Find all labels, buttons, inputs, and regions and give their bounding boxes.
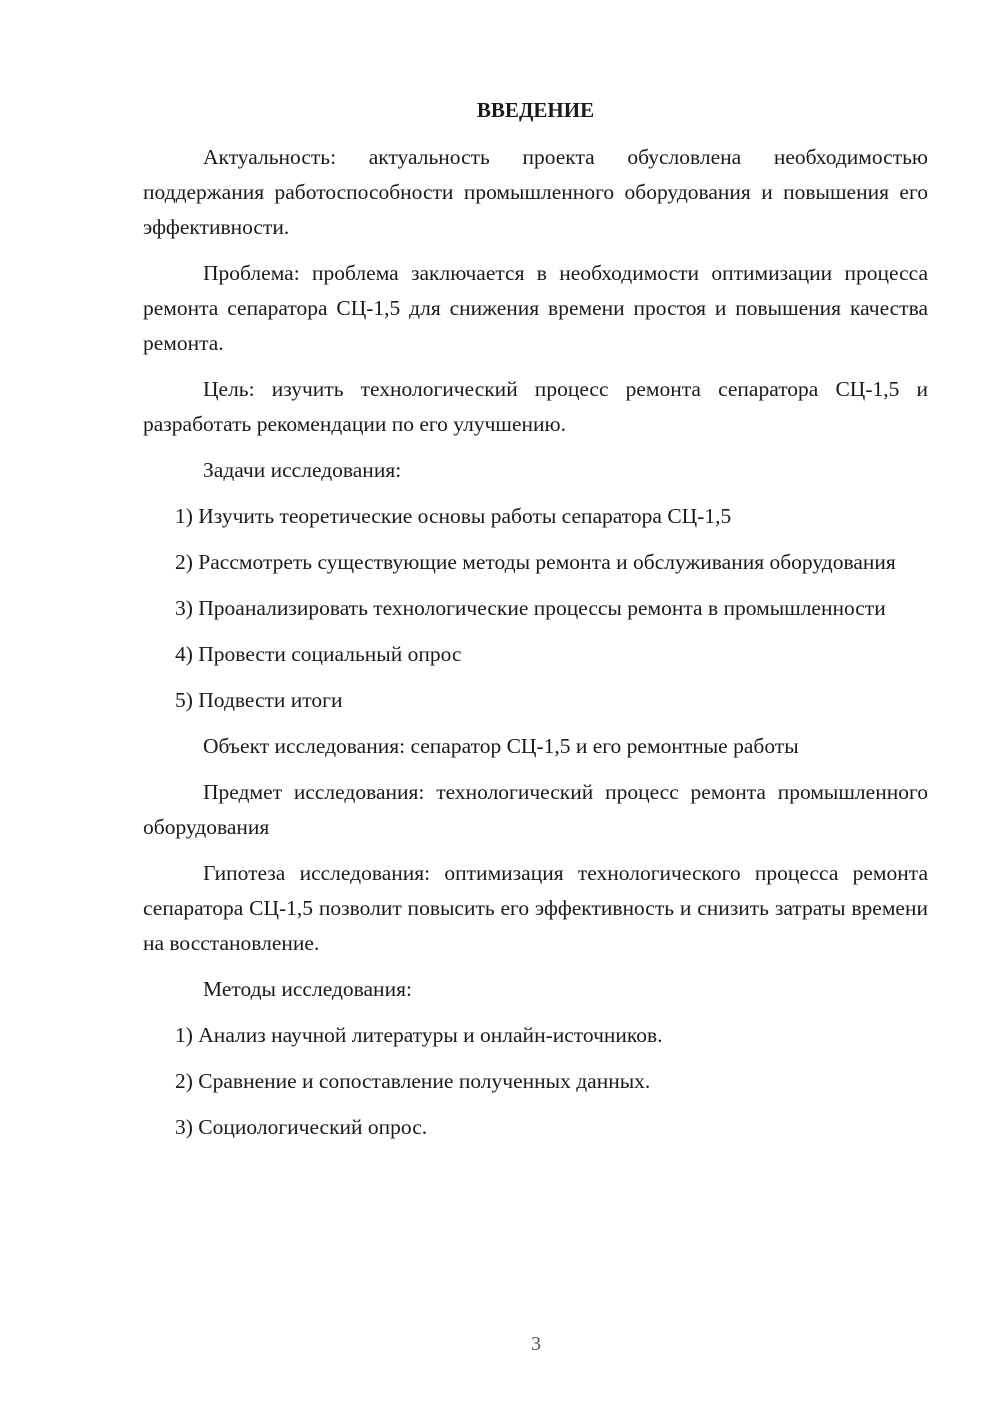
section-title: ВВЕДЕНИЕ	[476, 98, 595, 122]
subject-paragraph: Предмет исследования: технологический процесс ремонта промышленного оборудования	[143, 780, 928, 839]
methods-heading: Методы исследования:	[203, 977, 412, 1001]
document-page	[143, 93, 928, 1156]
task-item: 5) Подвести итоги	[175, 688, 343, 712]
goal-paragraph: Цель: изучить технологический процесс ремонта сепаратора СЦ-1,5 и разработать рекомендации по его улучшению.	[143, 377, 928, 436]
method-item: 2) Сравнение и сопоставление полученных данных.	[175, 1069, 651, 1093]
task-item: 3) Проанализировать технологические процессы ремонта в промышленности	[175, 596, 886, 620]
problem-paragraph: Проблема: проблема заключается в необходимости оптимизации процесса ремонта сепаратора СЦ-1,5 для снижения времени простоя и повышения качества ремонта.	[143, 261, 928, 355]
object-paragraph: Объект исследования: сепаратор СЦ-1,5 и его ремонтные работы	[203, 734, 799, 758]
task-item: 1) Изучить теоретические основы работы сепаратора СЦ-1,5	[175, 504, 732, 528]
hypothesis-paragraph: Гипотеза исследования: оптимизация технологического процесса ремонта сепаратора СЦ-1,5 позволит повысить его эффективность и снизить затраты времени на восстановление.	[143, 861, 928, 955]
relevance-paragraph: Актуальность: актуальность проекта обусловлена необходимостью поддержания работоспособности промышленного оборудования и повышения его эффективности.	[143, 145, 928, 239]
page-number: 3	[531, 1333, 541, 1355]
task-item: 2) Рассмотреть существующие методы ремонта и обслуживания оборудования	[175, 550, 896, 574]
method-item: 3) Социологический опрос.	[175, 1115, 428, 1139]
task-item: 4) Провести социальный опрос	[175, 642, 462, 666]
tasks-heading: Задачи исследования:	[203, 458, 402, 482]
method-item: 1) Анализ научной литературы и онлайн-источников.	[175, 1023, 663, 1047]
